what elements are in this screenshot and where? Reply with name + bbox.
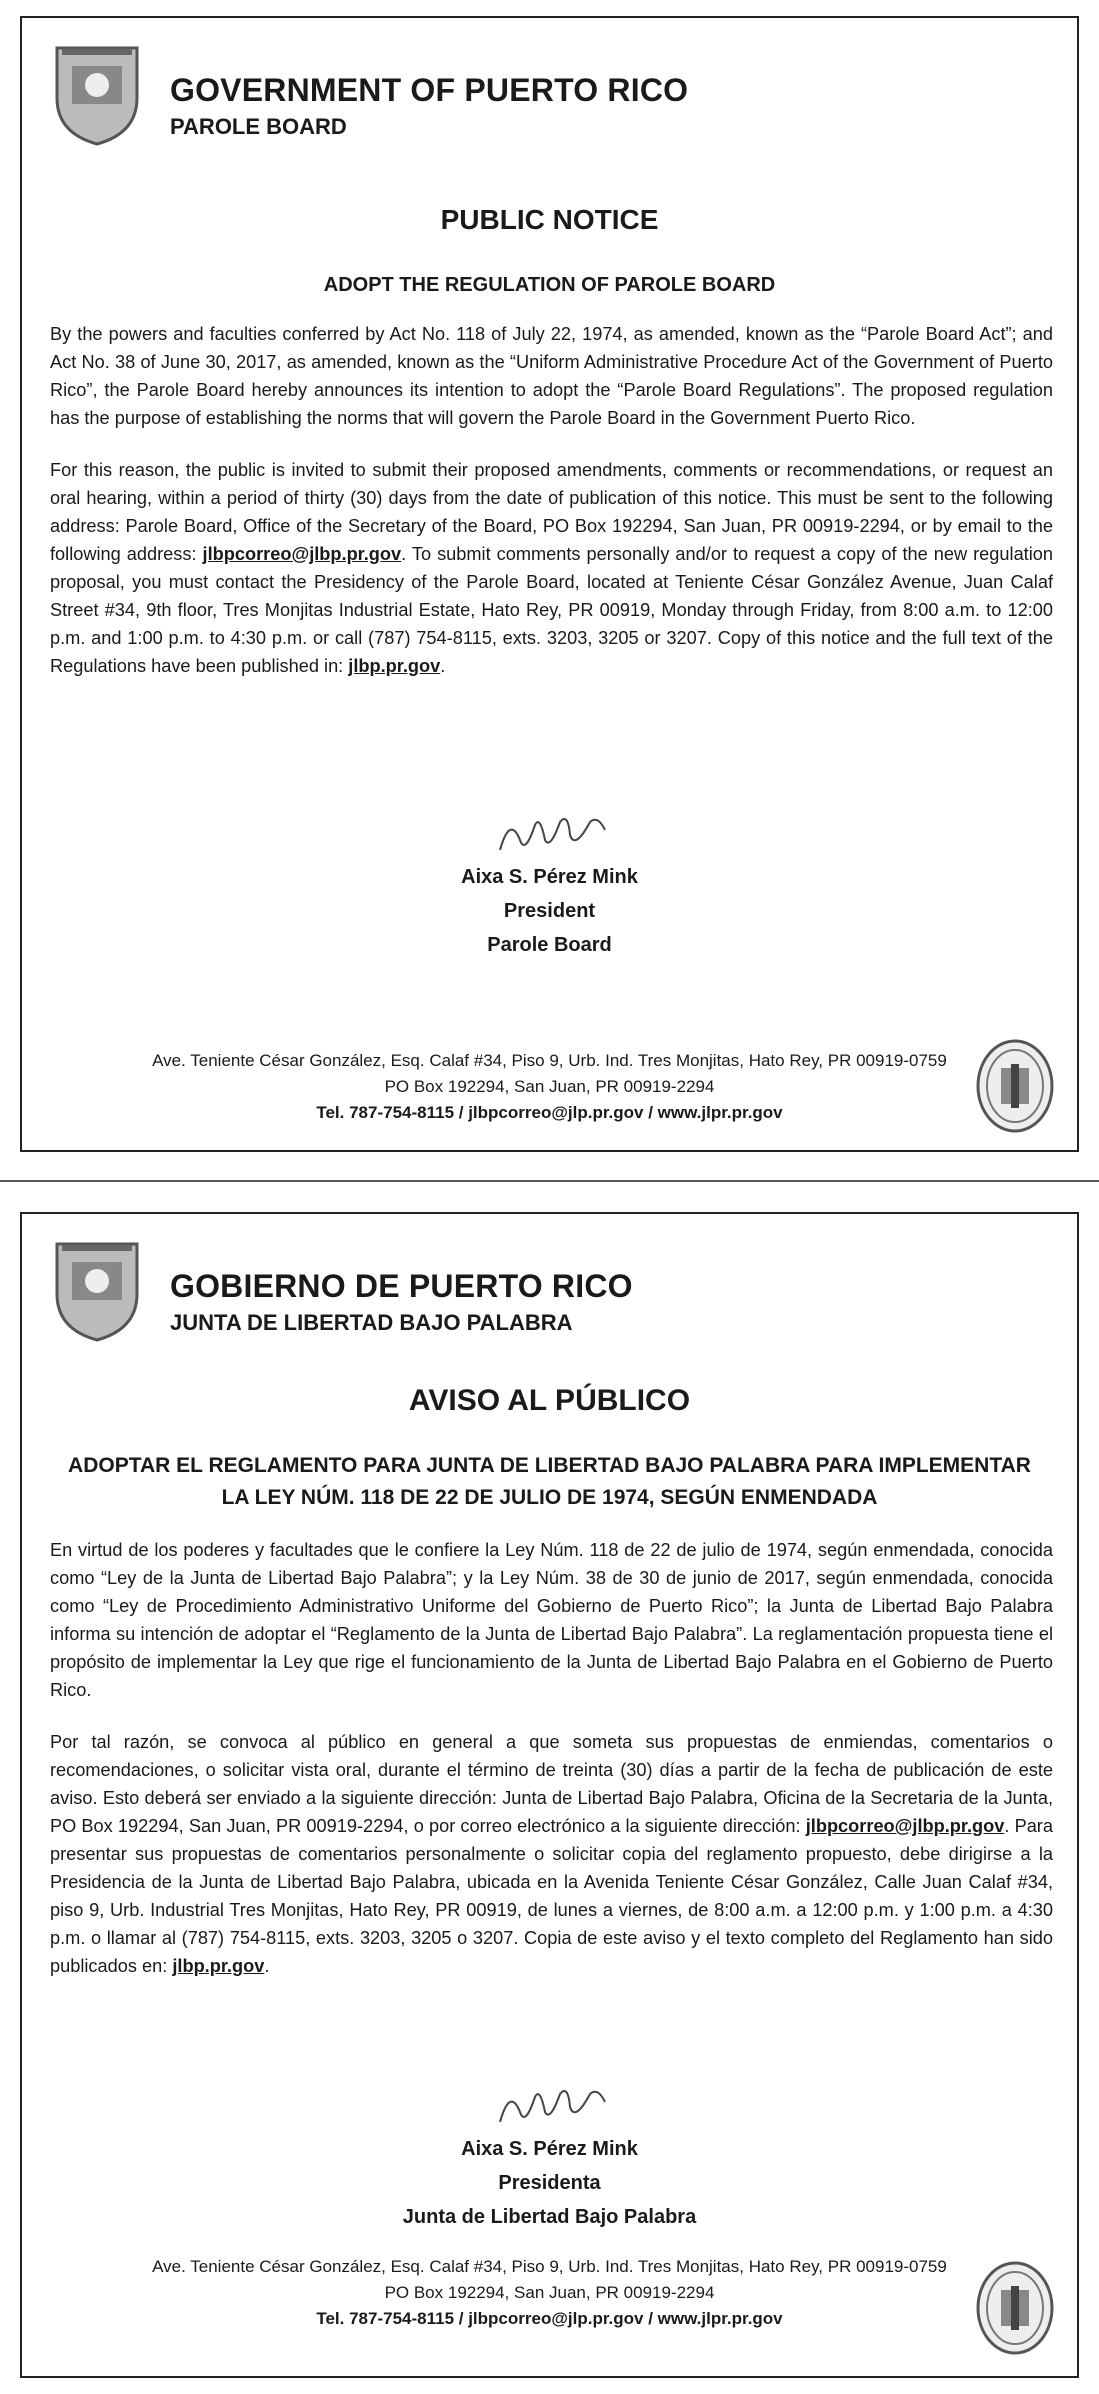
paragraph-1: En virtud de los poderes y facultades que le confiere la Ley Núm. 118 de 22 de julio de 1974, según enmendada, conocida como “Ley de la Junta de Libertad Bajo Palabra”; y la Ley Núm. 38 de 30 de junio de 2017, según enmendada, conocida como “Ley de Procedimiento Administrativo Uniforme del Gobierno de Puerto Rico”; la Junta de Libertad Bajo Palabra informa su intención de adoptar el “Reglamento de la Junta de Libertad Bajo Palabra”. La reglamentación propuesta tiene el propósito de implementar la Ley que rige el funcionamiento de la Junta de Libertad Bajo Palabra en el Gobierno de Puerto Rico.	[50, 1540, 1053, 1700]
english-notice	[20, 16, 1079, 1152]
email-link[interactable]: jlbpcorreo@jlbp.pr.gov	[202, 544, 402, 564]
email-link[interactable]: jlbpcorreo@jlbp.pr.gov	[805, 1816, 1005, 1836]
paragraph-2	[50, 1728, 1053, 1980]
notice-header	[42, 38, 942, 148]
spanish-notice	[20, 1212, 1079, 2378]
footer	[22, 1048, 1077, 1126]
footer	[22, 2254, 1077, 2332]
footer-po-box: PO Box 192294, San Juan, PR 00919-2294	[384, 2283, 715, 2302]
notice-body	[50, 320, 1053, 704]
paragraph-1: By the powers and faculties conferred by Act No. 118 of July 22, 1974, as amended, known as the “Parole Board Act”; and Act No. 38 of June 30, 2017, as amended, known as the “Uniform Administrative Procedure Act of the Government of Puerto Rico”, the Parole Board hereby announces its intention to adopt the “Parole Board Regulations”. The proposed regulation has the purpose of establishing the norms that will govern the Parole Board in the Government Puerto Rico.	[50, 324, 1053, 428]
footer-po-box: PO Box 192294, San Juan, PR 00919-2294	[384, 1077, 715, 1096]
signer-organization: Junta de Libertad Bajo Palabra	[402, 2206, 697, 2228]
signature-block	[22, 810, 1077, 962]
notice-header	[42, 1234, 942, 1344]
paragraph-2-text-b: . To submit comments personally and/or to request a copy of the new regulation proposal, you must contact the Presidency of the Parole Board, located at Teniente César González Avenue, Juan Calaf Street #34, 9th floor, Tres Monjitas Industrial Estate, Hato Rey, PR 00919, Monday through Friday, from 8:00 a.m. to 12:00 p.m. and 1:00 p.m. to 4:30 p.m. or call (787) 754-8115, exts. 3203, 3205 or 3207. Copy of this notice and the full text of the Regulations have been published in:	[50, 544, 1054, 676]
footer-contact: Tel. 787-754-8115 / jlbpcorreo@jlp.pr.gov / www.jlpr.pr.gov	[316, 1103, 783, 1122]
paragraph-2-text-b: . Para presentar sus propuestas de comentarios personalmente o solicitar copia del reglamento propuesto, debe dirigirse a la Presidencia de la Junta de Libertad Bajo Palabra, ubicada en la Avenida Teniente César González, Calle Juan Calaf #34, piso 9, Urb. Industrial Tres Monjitas, Hato Rey, PR 00919, de lunes a viernes, de 8:00 a.m. a 12:00 p.m. y 1:00 p.m. a 4:30 p.m. o llamar al (787) 754-8115, exts. 3203, 3205 o 3207. Copia de este aviso y el texto completo del Reglamento han sido publicados en:	[50, 1816, 1053, 1976]
board-seal-icon	[975, 2260, 1055, 2356]
paragraph-2-text-c: .	[440, 656, 446, 676]
department-name: JUNTA DE LIBERTAD BAJO PALABRA	[170, 1310, 573, 1335]
paragraph-2-text-a: Por tal razón, se convoca al público en general a que someta sus propuestas de enmiendas, comentarios o recomendaciones, o solicitar vista oral, durante el término de treinta (30) días a partir de la fecha de publicación de este aviso. Esto deberá ser enviado a la siguiente dirección: Junta de Libertad Bajo Palabra, Oficina de la Secretaria de la Junta, PO Box 192294, San Juan, PR 00919-2294, o por correo electrónico a la siguiente dirección:	[50, 1732, 1053, 1836]
notice-subtitle: ADOPT THE REGULATION OF PAROLE BOARD	[323, 274, 776, 296]
organization-name: GOBIERNO DE PUERTO RICO	[170, 1268, 633, 1304]
footer-contact: Tel. 787-754-8115 / jlbpcorreo@jlp.pr.gov / www.jlpr.pr.gov	[316, 2309, 783, 2328]
notice-body	[50, 1536, 1053, 2004]
signer-title: President	[503, 900, 596, 922]
paragraph-2-text-a: For this reason, the public is invited to submit their proposed amendments, comments or recommendations, or request an oral hearing, within a period of thirty (30) days from the date of publication of this notice. This must be sent to the following address: Parole Board, Office of the Secretary of the Board, PO Box 192294, San Juan, PR 00919-2294, or by email to the following address:	[50, 460, 1053, 564]
signature-block	[22, 2082, 1077, 2234]
notice-title: AVISO AL PÚBLICO	[408, 1384, 691, 1417]
website-link[interactable]: jlbp.pr.gov	[172, 1956, 265, 1976]
signature-icon	[490, 2082, 610, 2132]
notice-subtitle: ADOPTAR EL REGLAMENTO PARA JUNTA DE LIBERTAD BAJO PALABRA PARA IMPLEMENTAR LA LEY NÚM. 118 DE 22 DE JULIO DE 1974, SEGÚN ENMENDADA	[68, 1454, 1031, 1509]
coat-of-arms-icon	[42, 1234, 152, 1344]
coat-of-arms-icon	[42, 38, 152, 148]
paragraph-2	[50, 456, 1053, 680]
signer-name: Aixa S. Pérez Mink	[461, 866, 638, 888]
department-name: PAROLE BOARD	[170, 114, 347, 139]
signer-title: Presidenta	[498, 2172, 601, 2194]
paragraph-2-text-c: .	[264, 1956, 270, 1976]
board-seal-icon	[975, 1038, 1055, 1134]
notice-title: PUBLIC NOTICE	[440, 204, 659, 235]
organization-name: GOVERNMENT OF PUERTO RICO	[170, 72, 689, 108]
website-link[interactable]: jlbp.pr.gov	[348, 656, 441, 676]
section-divider	[0, 1180, 1099, 1182]
signer-name: Aixa S. Pérez Mink	[461, 2138, 638, 2160]
footer-address: Ave. Teniente César González, Esq. Calaf #34, Piso 9, Urb. Ind. Tres Monjitas, Hato Rey, PR 00919-0759	[152, 1051, 947, 1070]
signer-organization: Parole Board	[487, 934, 612, 956]
signature-icon	[490, 810, 610, 860]
footer-address: Ave. Teniente César González, Esq. Calaf #34, Piso 9, Urb. Ind. Tres Monjitas, Hato Rey, PR 00919-0759	[152, 2257, 947, 2276]
